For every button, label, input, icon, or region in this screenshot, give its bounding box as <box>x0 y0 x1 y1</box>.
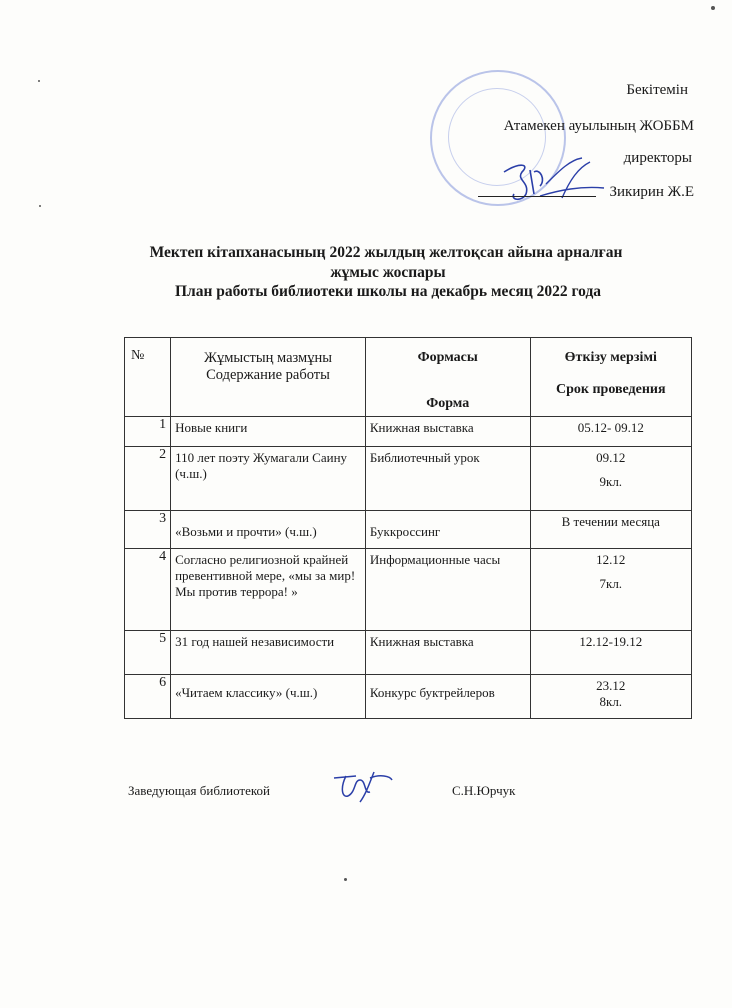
scan-speck <box>39 205 41 207</box>
director-signature <box>500 150 610 210</box>
header-content-ru: Содержание работы <box>206 367 330 383</box>
row-num: 1 <box>125 417 171 447</box>
title-ru: План работы библиотеки школы на декабрь месяц 2022 года <box>174 283 602 300</box>
scan-speck <box>711 6 715 10</box>
row-num: 2 <box>125 447 171 511</box>
row-date-value: В течении месяца <box>561 514 660 529</box>
scan-speck <box>344 878 347 881</box>
row-date-value: 12.12 <box>596 552 626 567</box>
header-num: № <box>125 338 171 417</box>
header-date-ru: Срок проведения <box>556 382 666 397</box>
signature-line <box>478 196 596 197</box>
row-form: Книжная выставка <box>365 631 530 675</box>
row-date <box>530 675 691 719</box>
header-content-kz: Жұмыстың мазмұны <box>203 350 332 366</box>
approval-line-name: Зикирин Ж.Е <box>609 184 694 200</box>
row-content: «Читаем классику» (ч.ш.) <box>171 675 366 719</box>
table-row <box>125 447 692 511</box>
approval-line-approve: Бекітемін <box>626 82 688 98</box>
row-form: Информационные часы <box>365 549 530 631</box>
row-date <box>530 549 691 631</box>
row-content: 110 лет поэту Жумагали Саину (ч.ш.) <box>171 447 366 511</box>
footer-position: Заведующая библиотекой <box>128 783 270 798</box>
row-form: Библиотечный урок <box>365 447 530 511</box>
row-date-value: 05.12- 09.12 <box>577 420 644 435</box>
title-kz-line2: жұмыс жоспары <box>330 264 446 281</box>
table-row <box>125 417 692 447</box>
footer-name: С.Н.Юрчук <box>452 783 516 798</box>
row-form: Буккроссинг <box>365 511 530 549</box>
row-date-class: 8кл. <box>599 694 623 709</box>
row-date-value: 23.12 <box>596 678 626 693</box>
librarian-signature <box>330 768 400 804</box>
work-plan-table <box>124 337 692 719</box>
table-row <box>125 511 692 549</box>
row-date <box>530 417 691 447</box>
row-content: Новые книги <box>171 417 366 447</box>
header-date-kz: Өткізу мерзімі <box>564 350 657 365</box>
header-form-kz: Формасы <box>417 350 478 365</box>
row-content: «Возьми и прочти» (ч.ш.) <box>171 511 366 549</box>
approval-line-school: Атамекен ауылының ЖОББМ <box>503 118 694 134</box>
row-num: 3 <box>125 511 171 549</box>
row-num: 4 <box>125 549 171 631</box>
header-form-ru: Форма <box>426 396 470 411</box>
approval-line-director: директоры <box>623 150 692 166</box>
row-date <box>530 447 691 511</box>
row-num: 5 <box>125 631 171 675</box>
row-date-value: 12.12-19.12 <box>579 634 643 649</box>
row-date <box>530 631 691 675</box>
row-num: 6 <box>125 675 171 719</box>
table-header-row <box>125 338 692 417</box>
scan-speck <box>38 80 40 82</box>
table-row <box>125 631 692 675</box>
header-content <box>171 338 366 417</box>
row-content: Согласно религиозной крайней превентивной мере, «мы за мир! Мы против террора! » <box>171 549 366 631</box>
row-content: 31 год нашей независимости <box>171 631 366 675</box>
title-kz-line1: Мектеп кітапханасының 2022 жылдың желтоқсан айына арналған <box>149 244 623 261</box>
row-date-class: 7кл. <box>599 576 623 591</box>
header-form <box>365 338 530 417</box>
row-form: Конкурс буктрейлеров <box>365 675 530 719</box>
row-date-value: 09.12 <box>596 450 626 465</box>
header-date <box>530 338 691 417</box>
row-date-class: 9кл. <box>599 474 623 489</box>
row-form: Книжная выставка <box>365 417 530 447</box>
table-row <box>125 675 692 719</box>
table-row <box>125 549 692 631</box>
row-date <box>530 511 691 549</box>
